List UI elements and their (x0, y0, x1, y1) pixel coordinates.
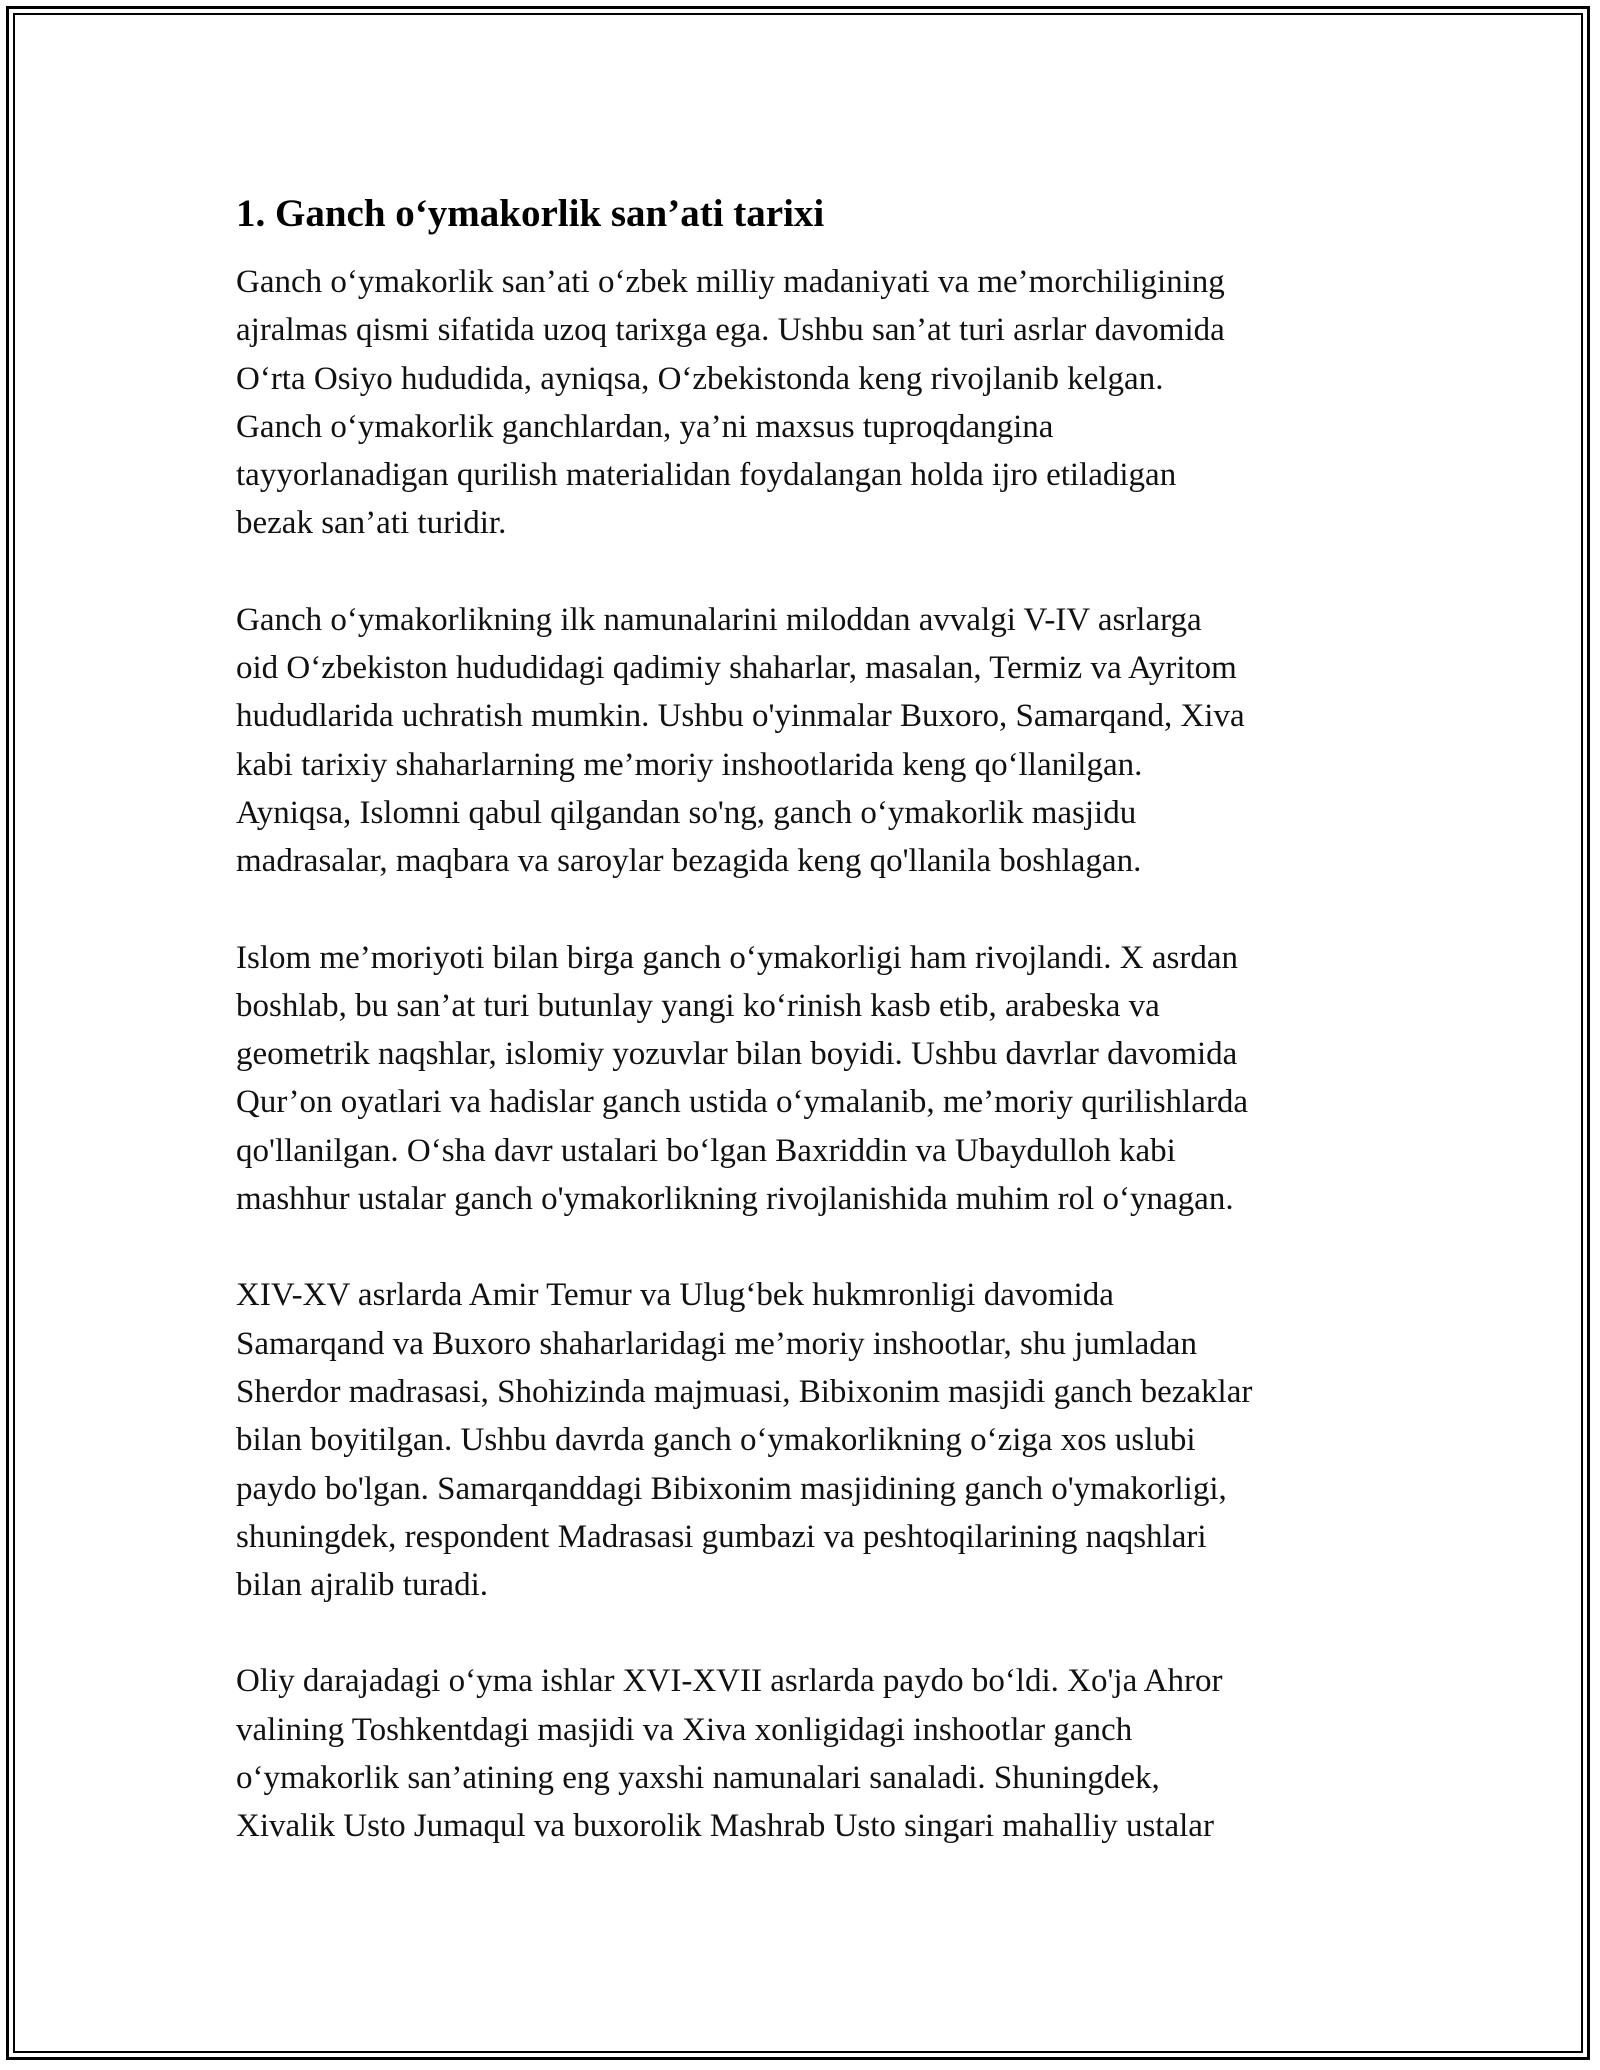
paragraph-5 (236, 1657, 1376, 1850)
paragraph-line: bilan boyitilgan. Ushbu davrda ganch o‘ymakorlikning o‘ziga xos uslubi (236, 1422, 1196, 1459)
paragraph-line: Ayniqsa, Islomni qabul qilgandan so'ng, ganch o‘ymakorlik masjidu (236, 794, 1137, 831)
paragraph-line: Islom me’moriyoti bilan birga ganch o‘ymakorligi ham rivojlandi. X asrdan (236, 939, 1239, 976)
paragraph-line: qo'llanilgan. O‘sha davr ustalari bo‘lgan Baxriddin va Ubaydulloh kabi (236, 1132, 1176, 1169)
paragraph-line: bezak san’ati turidir. (236, 505, 507, 542)
paragraph-line: o‘ymakorlik san’atining eng yaxshi namunalari sanaladi. Shuningdek, (236, 1760, 1160, 1797)
paragraph-line: Ganch o‘ymakorlikning ilk namunalarini miloddan avvalgi V-IV asrlarga (236, 601, 1202, 638)
paragraph-line: madrasalar, maqbara va saroylar bezagida keng qo'llanila boshlagan. (236, 843, 1142, 880)
paragraph-2 (236, 596, 1376, 886)
paragraph-line: Sherdor madrasasi, Shohizinda majmuasi, Bibixonim masjidi ganch bezaklar (236, 1373, 1253, 1410)
paragraph-line: ajralmas qismi sifatida uzoq tarixga ega. Ushbu san’at turi asrlar davomida (236, 312, 1225, 349)
paragraph-line: shuningdek, respondent Madrasasi gumbazi va peshtoqilarining naqshlari (236, 1518, 1207, 1555)
paragraph-line: bilan ajralib turadi. (236, 1567, 488, 1604)
paragraph-line: Ganch o‘ymakorlik ganchlardan, ya’ni maxsus tuproqdangina (236, 408, 1054, 445)
paragraph-4 (236, 1271, 1376, 1609)
paragraph-1 (236, 258, 1376, 548)
paragraph-line: tayyorlanadigan qurilish materialidan foydalangan holda ijro etiladigan (236, 457, 1177, 494)
paragraph-line: XIV-XV asrlarda Amir Temur va Ulug‘bek hukmronligi davomida (236, 1277, 1114, 1314)
paragraph-line: O‘rta Osiyo hududida, ayniqsa, O‘zbekistonda keng rivojlanib kelgan. (236, 360, 1164, 397)
paragraph-line: geometrik naqshlar, islomiy yozuvlar bilan boyidi. Ushbu davrlar davomida (236, 1036, 1238, 1073)
section-heading: 1. Ganch o‘ymakorlik san’ati tarixi (236, 192, 825, 235)
paragraph-line: Ganch o‘ymakorlik san’ati o‘zbek milliy madaniyati va me’morchiligining (236, 264, 1225, 300)
paragraph-line: Samarqand va Buxoro shaharlaridagi me’moriy inshootlar, shu jumladan (236, 1325, 1197, 1362)
paragraph-line: oid O‘zbekiston hududidagi qadimiy shaharlar, masalan, Termiz va Ayritom (236, 650, 1237, 687)
paragraph-line: Xivalik Usto Jumaqul va buxorolik Mashrab Usto singari mahalliy ustalar (236, 1808, 1214, 1845)
paragraph-line: boshlab, bu san’at turi butunlay yangi ko‘rinish kasb etib, arabeska va (236, 987, 1160, 1024)
paragraph-line: valining Toshkentdagi masjidi va Xiva xonligidagi inshootlar ganch (236, 1711, 1133, 1748)
paragraph-line: kabi tarixiy shaharlarning me’moriy inshootlarida keng qo‘llanilgan. (236, 746, 1143, 783)
paragraph-3 (236, 934, 1376, 1224)
paragraph-line: Qur’on oyatlari va hadislar ganch ustida o‘ymalanib, me’moriy qurilishlarda (236, 1084, 1249, 1121)
paragraph-line: Oliy darajadagi o‘yma ishlar XVI-XVII asrlarda paydo bo‘ldi. Xo'ja Ahror (236, 1663, 1223, 1700)
document-body (236, 184, 1376, 1899)
paragraph-line: paydo bo'lgan. Samarqanddagi Bibixonim masjidining ganch o'ymakorligi, (236, 1470, 1227, 1507)
paragraph-line: hududlarida uchratish mumkin. Ushbu o'yinmalar Buxoro, Samarqand, Xiva (236, 698, 1245, 735)
paragraph-line: mashhur ustalar ganch o'ymakorlikning rivojlanishida muhim rol o‘ynagan. (236, 1181, 1234, 1218)
